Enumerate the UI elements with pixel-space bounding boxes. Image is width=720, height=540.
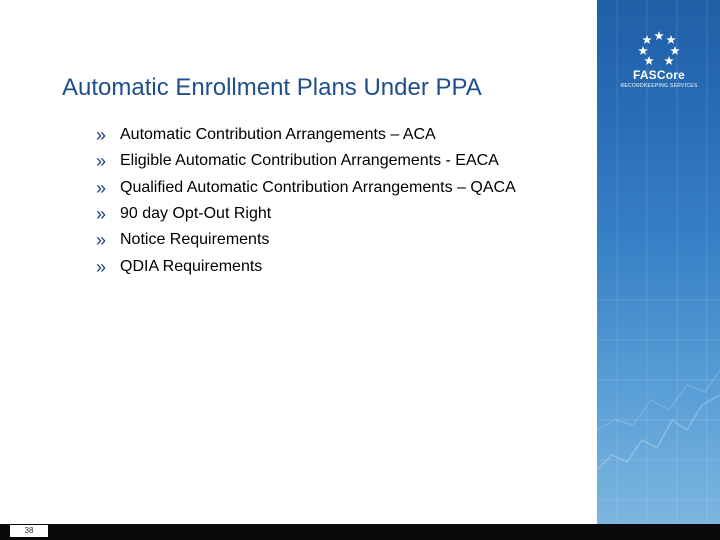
- bullet-text: 90 day Opt-Out Right: [120, 205, 272, 223]
- logo-name: FASCore: [632, 68, 686, 82]
- bullet-marker: »: [96, 204, 107, 225]
- bullet-marker: »: [96, 177, 107, 198]
- bullet-marker: »: [96, 230, 107, 251]
- fascore-logo: [613, 28, 705, 94]
- page-number: 38: [10, 525, 48, 537]
- bullet-text: Eligible Automatic Contribution Arrangements - EACA: [120, 152, 499, 170]
- logo-tagline: RECORDKEEPING SERVICES: [620, 83, 698, 89]
- bullet-item: [96, 201, 516, 227]
- footer-bar: [0, 524, 720, 540]
- bullet-marker: »: [96, 256, 107, 277]
- slide-title: Automatic Enrollment Plans Under PPA: [62, 74, 482, 101]
- bullet-item: [96, 253, 516, 279]
- bullet-text: Qualified Automatic Contribution Arrangements – QACA: [120, 178, 516, 196]
- bullet-text: Notice Requirements: [120, 231, 270, 249]
- bullet-item: [96, 148, 516, 174]
- bullet-item: [96, 175, 516, 201]
- bullet-list: [96, 122, 516, 280]
- bullet-item: [96, 227, 516, 253]
- bullet-text: Automatic Contribution Arrangements – ACA: [120, 126, 436, 144]
- bullet-marker: »: [96, 151, 107, 172]
- bullet-marker: »: [96, 125, 107, 146]
- star-ring-icon: [613, 28, 705, 68]
- bullet-text: QDIA Requirements: [120, 257, 263, 275]
- bullet-item: [96, 122, 516, 148]
